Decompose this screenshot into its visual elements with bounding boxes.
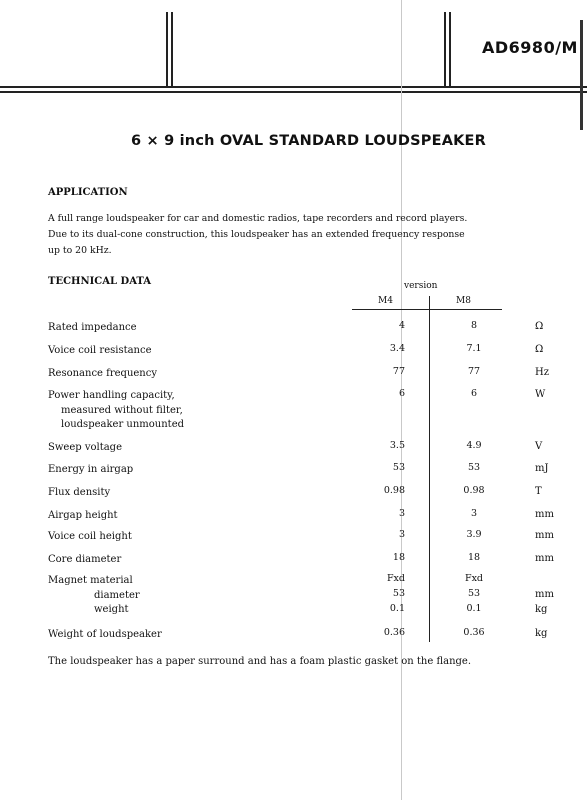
spec-label (48, 441, 122, 456)
spec-label (48, 486, 110, 501)
spec-label (48, 553, 121, 568)
spec-value-m8: 0.98 (463, 485, 485, 496)
magnet-diameter-label: diameter (94, 590, 140, 601)
spec-value-m8: 3 (470, 508, 478, 519)
header-divider-2b (449, 12, 451, 88)
column-header-m4: M4 (378, 296, 393, 306)
spec-label (48, 463, 133, 478)
spec-label (48, 344, 152, 359)
spec-value-m4: 4 (398, 320, 405, 331)
spec-unit: mm (535, 530, 554, 541)
spec-value-m4: 3.4 (389, 343, 405, 354)
spec-unit: T (535, 486, 542, 497)
version-label: version (404, 281, 438, 291)
spec-value-m8: 8 (470, 320, 478, 331)
speaker-weight-m4: 0.36 (383, 627, 405, 638)
magnet-weight-m4: 0.1 (389, 603, 405, 614)
spec-value-m8: 4.9 (466, 440, 482, 451)
part-number: AD6980/M (482, 38, 578, 57)
speaker-weight-label: Weight of loudspeaker (48, 629, 162, 640)
spec-label (48, 321, 137, 336)
header-rule-bottom (0, 91, 587, 93)
spec-label (48, 509, 118, 524)
application-line: Due to its dual-cone construction, this loudspeaker has an extended frequency response (48, 229, 465, 240)
application-heading: APPLICATION (48, 187, 128, 198)
spec-label-line: Energy in airgap (48, 464, 134, 475)
spec-unit: mm (535, 553, 554, 564)
application-line: up to 20 kHz. (48, 245, 112, 256)
spec-label (48, 530, 132, 545)
scan-fold-line (401, 0, 402, 800)
magnet-diameter-unit: mm (535, 589, 554, 600)
spec-label-line: measured without filter, (61, 404, 183, 416)
magnet-weight-m8: 0.1 (466, 603, 482, 614)
spec-label (48, 389, 184, 433)
header-divider-2a (444, 12, 446, 88)
spec-label-line: Airgap height (48, 510, 118, 521)
header-divider-1a (166, 12, 168, 88)
column-header-m8: M8 (456, 296, 471, 306)
spec-label-line: Rated impedance (48, 322, 137, 333)
spec-value-m4: 6 (398, 388, 405, 399)
spec-unit: V (535, 441, 543, 452)
spec-unit: W (535, 389, 546, 400)
speaker-weight-m8: 0.36 (463, 627, 485, 638)
magnet-weight-unit: kg (535, 604, 548, 615)
header-divider-1b (171, 12, 173, 88)
spec-unit: mJ (535, 463, 549, 474)
spec-value-m4: 77 (392, 366, 405, 377)
spec-label-line: Core diameter (48, 554, 122, 565)
spec-unit: Hz (535, 367, 549, 378)
magnet-diameter-m4: 53 (392, 588, 405, 599)
spec-value-m8: 53 (467, 462, 481, 473)
footnote: The loudspeaker has a paper surround and has a foam plastic gasket on the flange. (48, 656, 472, 667)
spec-label-line: Voice coil resistance (48, 345, 152, 356)
spec-label-line: loudspeaker unmounted (61, 419, 185, 430)
spec-unit: mm (535, 509, 554, 520)
spec-value-m8: 6 (470, 388, 478, 399)
magnet-diameter-m8: 53 (467, 588, 481, 599)
spec-unit: Ω (535, 321, 544, 332)
page-title: 6 × 9 inch OVAL STANDARD LOUDSPEAKER (130, 133, 487, 149)
table-header-rule (352, 309, 502, 310)
spec-label-line: Power handling capacity, (48, 390, 175, 401)
spec-label (48, 367, 157, 382)
spec-label-line: Sweep voltage (48, 442, 122, 453)
spec-label-line: Flux density (48, 487, 111, 498)
spec-value-m8: 7.1 (466, 343, 482, 354)
spec-value-m8: 77 (467, 366, 481, 377)
application-text (48, 211, 578, 259)
application-line: A full range loudspeaker for car and domestic radios, tape recorders and record players. (48, 213, 468, 224)
spec-value-m8: 18 (467, 552, 481, 563)
spec-label-line: Resonance frequency (48, 368, 157, 379)
speaker-weight-unit: kg (535, 628, 548, 639)
spec-value-m8: 3.9 (466, 529, 482, 540)
magnet-material-m4: Fxd (386, 573, 405, 584)
spec-unit: Ω (535, 344, 544, 355)
spec-value-m4: 3 (398, 529, 405, 540)
spec-value-m4: 3 (398, 508, 405, 519)
table-column-divider (429, 296, 430, 642)
spec-value-m4: 3.5 (389, 440, 405, 451)
spec-value-m4: 18 (392, 552, 405, 563)
spec-value-m4: 53 (392, 462, 405, 473)
spec-value-m4: 0.98 (383, 485, 405, 496)
header-rule-top (0, 86, 587, 88)
magnet-weight-label: weight (94, 604, 129, 615)
page-edge-mark (580, 20, 583, 130)
magnet-material-m8: Fxd (464, 573, 484, 584)
spec-label-line: Voice coil height (48, 531, 132, 542)
magnet-material-label: Magnet material (48, 575, 133, 586)
technical-data-heading: TECHNICAL DATA (48, 276, 152, 287)
